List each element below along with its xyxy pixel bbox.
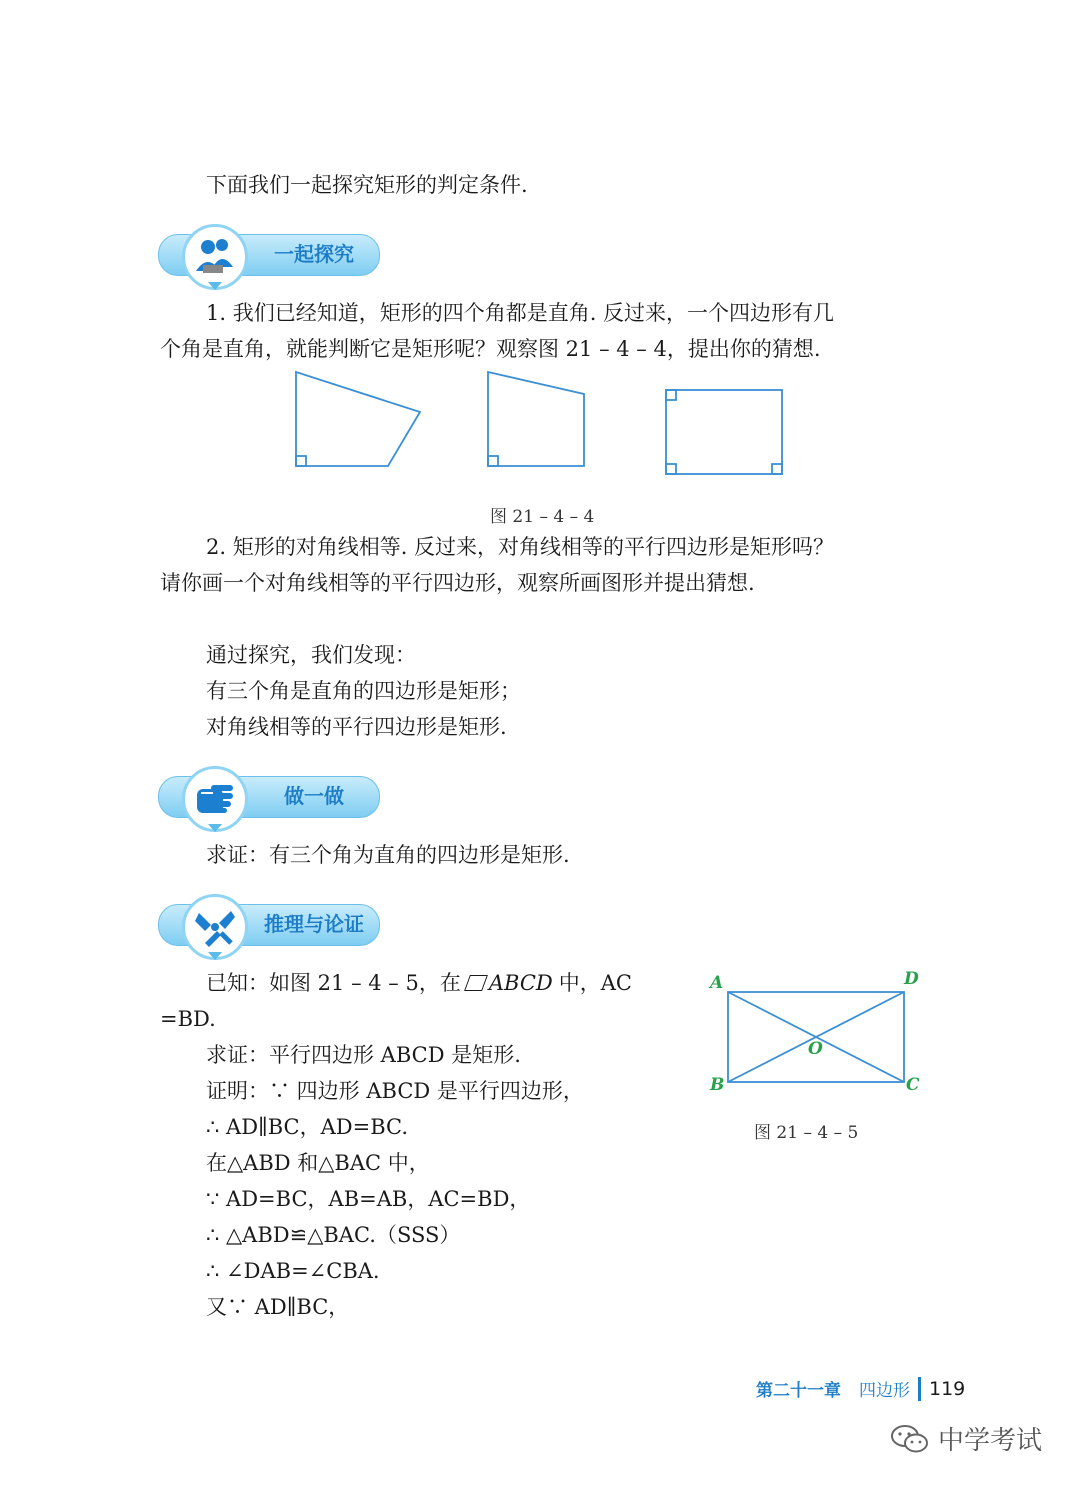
center-label-o: O: [808, 1039, 823, 1059]
proof-step-1: 证明：∵ 四边形 ABCD 是平行四边形，: [206, 1079, 584, 1103]
right-angle-mark: [666, 390, 676, 400]
question-2-line-2: 请你画一个对角线相等的平行四边形，观察所画图形并提出猜想.: [160, 571, 755, 595]
figure-21-4-4-caption: 图 21 – 4 – 4: [490, 507, 595, 527]
proof-step-4: ∵ AD=BC，AB=AB，AC=BD，: [206, 1187, 531, 1211]
findings-line-2: 有三个角是直角的四边形是矩形；: [206, 679, 521, 703]
chapter-footer: [756, 1376, 965, 1401]
quadrilateral-two-right-angles: [488, 372, 584, 466]
vertex-label-b: B: [710, 1075, 725, 1095]
findings-line-1: 通过探究，我们发现：: [206, 643, 416, 667]
page-number: 119: [929, 1377, 966, 1400]
right-angle-mark: [772, 464, 782, 474]
question-1-line-2: 个角是直角，就能判断它是矩形呢？观察图 21 – 4 – 4，提出你的猜想.: [160, 337, 821, 361]
people-icon: [182, 224, 248, 290]
explore-badge-label: 一起探究: [274, 242, 354, 266]
vertex-label-a: A: [710, 973, 724, 993]
proof-prove: 求证：平行四边形 ABCD 是矩形.: [206, 1043, 521, 1067]
figure-21-4-5: [700, 964, 940, 1104]
practice-badge-label: 做一做: [284, 784, 344, 808]
right-angle-mark: [666, 464, 676, 474]
proof-step-5: ∴ △ABD≌△BAC.（SSS）: [206, 1223, 461, 1247]
practice-badge: [158, 770, 380, 828]
proof-step-3: 在△ABD 和△BAC 中，: [206, 1151, 430, 1175]
question-1-line-1: 1. 我们已经知道，矩形的四个角都是直角. 反过来，一个四边形有几: [206, 301, 835, 325]
reasoning-badge: [158, 898, 380, 956]
tools-icon: [182, 894, 248, 960]
watermark: [890, 1420, 1042, 1457]
right-angle-mark: [488, 456, 498, 466]
reasoning-badge-label: 推理与论证: [264, 912, 364, 936]
proof-given-cont: =BD.: [160, 1007, 216, 1031]
watermark-text: 中学考试: [938, 1426, 1043, 1456]
chapter-number: 第二十一章: [756, 1381, 841, 1401]
vertex-label-d: D: [904, 969, 919, 989]
parallelogram-symbol: [464, 975, 488, 991]
explore-badge: [158, 228, 380, 286]
footer-divider: [918, 1377, 921, 1401]
question-2-line-1: 2. 矩形的对角线相等. 反过来，对角线相等的平行四边形是矩形吗？: [206, 535, 835, 559]
task-text: 求证：有三个角为直角的四边形是矩形.: [206, 843, 570, 867]
vertex-label-c: C: [906, 1075, 920, 1095]
proof-step-2: ∴ AD∥BC，AD=BC.: [206, 1115, 409, 1139]
intro-text: 下面我们一起探究矩形的判定条件.: [206, 173, 528, 197]
wechat-icon: [890, 1424, 930, 1454]
proof-step-6: ∴ ∠DAB=∠CBA.: [206, 1259, 380, 1283]
figure-21-4-5-caption: 图 21 – 4 – 5: [754, 1123, 859, 1143]
proof-step-7: 又∵ AD∥BC，: [206, 1295, 350, 1319]
proof-given: 已知：如图 21 – 4 – 5，在 ABCD 中，AC: [206, 971, 632, 995]
findings-line-3: 对角线相等的平行四边形是矩形.: [206, 715, 507, 739]
chapter-title: 四边形: [859, 1381, 910, 1401]
quadrilateral-one-right-angle: [296, 372, 420, 466]
hand-icon: [182, 766, 248, 832]
right-angle-mark: [296, 456, 306, 466]
quadrilateral-three-right-angles: [666, 390, 782, 474]
figure-21-4-4: [290, 366, 810, 486]
